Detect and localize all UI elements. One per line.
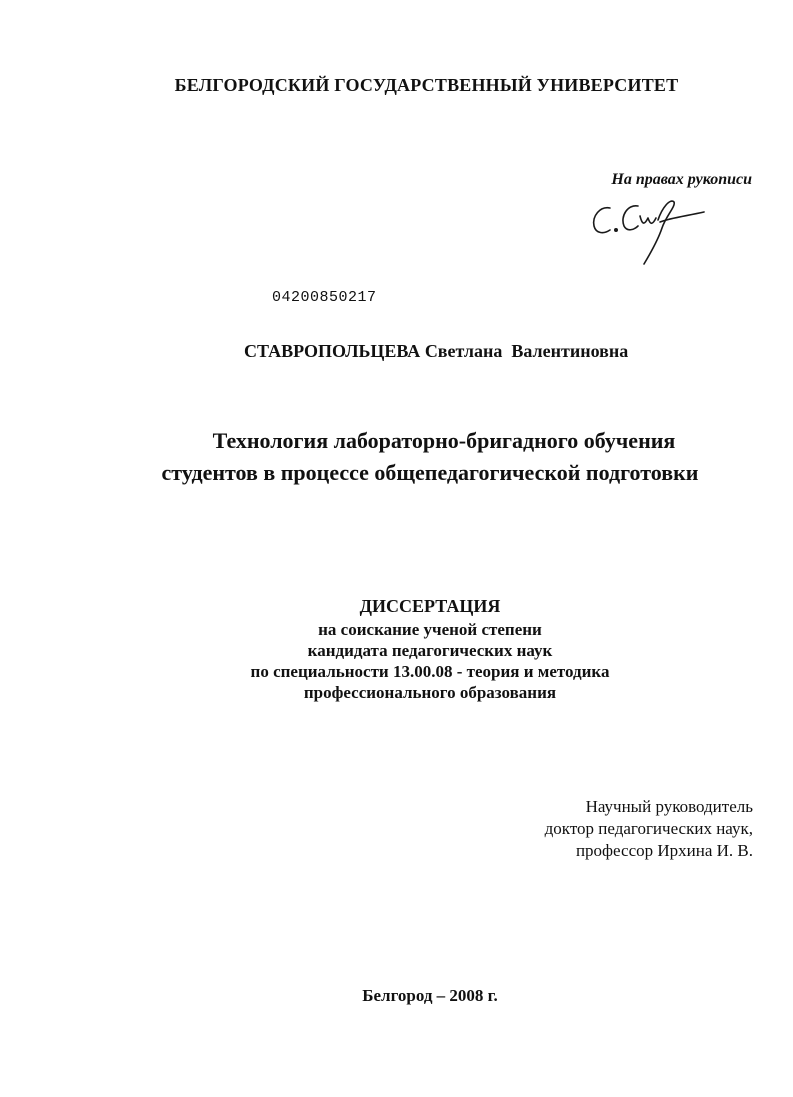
handwritten-signature	[586, 188, 716, 268]
dissertation-title	[0, 425, 793, 489]
title-line-1: Технология лабораторно-бригадного обучения	[212, 428, 676, 453]
supervisor-block	[545, 796, 753, 862]
supervisor-line: Научный руководитель	[585, 797, 753, 816]
dissertation-heading: ДИССЕРТАЦИЯ	[359, 596, 501, 616]
dissertation-line: профессионального образования	[303, 683, 557, 702]
author-surname: СТАВРОПОЛЬЦЕВА	[244, 341, 421, 361]
author-name	[244, 341, 628, 362]
document-number: 04200850217	[272, 289, 377, 306]
university-name: БЕЛГОРОДСКИЙ ГОСУДАРСТВЕННЫЙ УНИВЕРСИТЕТ	[174, 75, 679, 95]
author-given-names: Светлана Валентиновна	[424, 341, 629, 361]
dissertation-line: по специальности 13.00.08 - теория и методика	[250, 662, 610, 681]
dissertation-block	[0, 596, 793, 703]
title-line-2: студентов в процессе общепедагогической подготовки	[161, 460, 699, 485]
dissertation-line: на соискание ученой степени	[318, 620, 542, 639]
manuscript-rights-note: На правах рукописи	[611, 171, 752, 188]
supervisor-line: доктор педагогических наук,	[544, 819, 753, 838]
dissertation-line: кандидата педагогических наук	[307, 641, 553, 660]
supervisor-line: профессор Ирхина И. В.	[575, 841, 753, 860]
place-and-year: Белгород – 2008 г.	[362, 986, 498, 1005]
